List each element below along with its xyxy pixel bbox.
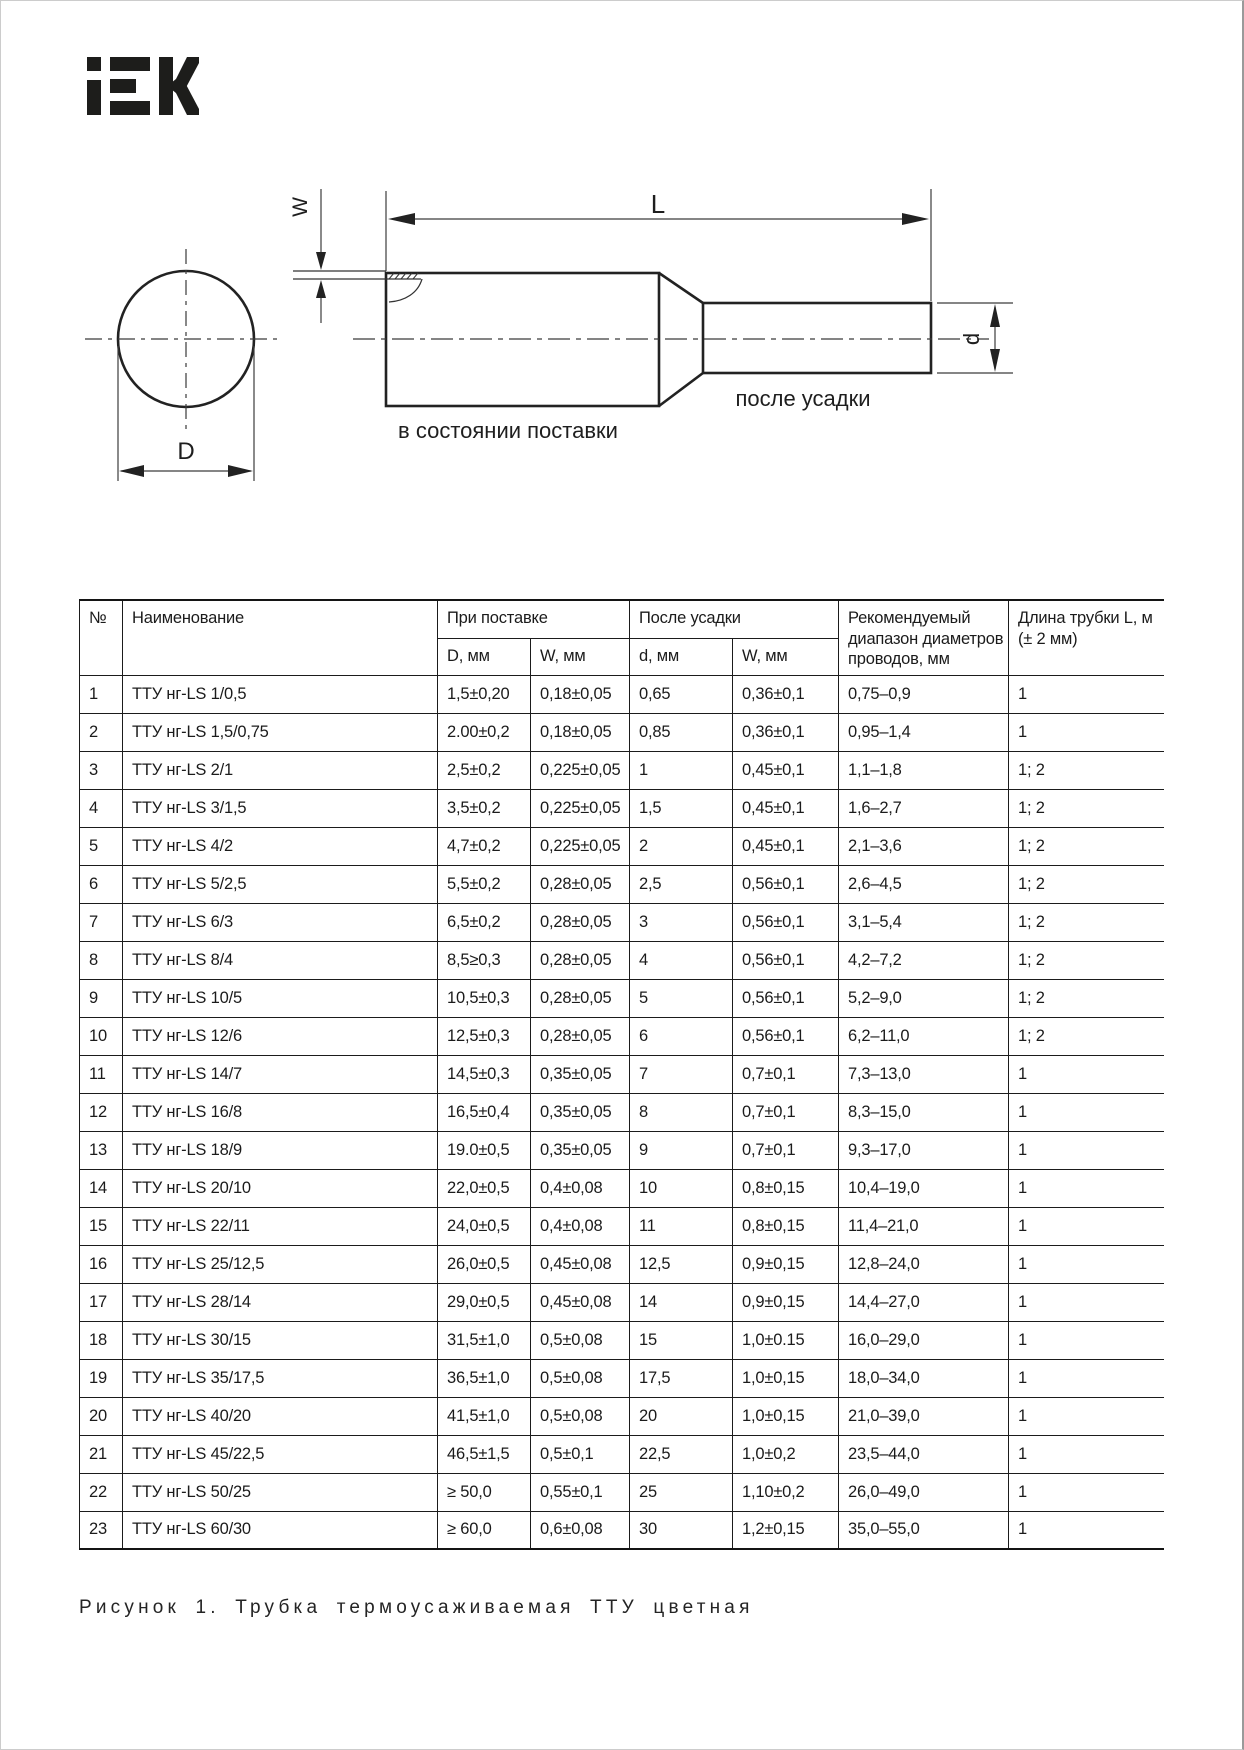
header-W-delivery: W, мм [531, 638, 630, 675]
dim-label-D: D [177, 438, 195, 465]
table-row [80, 1207, 1164, 1245]
table-cell: 0,225±0,05 [531, 827, 630, 865]
table-cell: 13 [80, 1131, 123, 1169]
table-cell: 0,28±0,05 [531, 941, 630, 979]
table-cell: 1,2±0,15 [733, 1511, 839, 1549]
header-range: Рекомендуемый диапазон диаметров проводов, мм [839, 600, 1009, 675]
table-cell: 24,0±0,5 [438, 1207, 531, 1245]
table-cell: 1 [1009, 1397, 1164, 1435]
table-row [80, 903, 1164, 941]
table-row [80, 1473, 1164, 1511]
table-cell: ТТУ нг-LS 22/11 [123, 1207, 438, 1245]
table-cell: 1; 2 [1009, 827, 1164, 865]
table-row [80, 1397, 1164, 1435]
table-cell: 7 [80, 903, 123, 941]
table-cell: 0,6±0,08 [531, 1511, 630, 1549]
table-cell: 9 [80, 979, 123, 1017]
table-cell: 1; 2 [1009, 903, 1164, 941]
table-row [80, 675, 1164, 713]
table-cell: 11 [630, 1207, 733, 1245]
table-cell: 1 [1009, 1245, 1164, 1283]
table-cell: 8 [80, 941, 123, 979]
table-cell: 2,5 [630, 865, 733, 903]
table-cell: 0,56±0,1 [733, 865, 839, 903]
table-cell: 16,0–29,0 [839, 1321, 1009, 1359]
table-cell: 0,28±0,05 [531, 865, 630, 903]
table-cell: 8 [630, 1093, 733, 1131]
table-cell: ТТУ нг-LS 45/22,5 [123, 1435, 438, 1473]
label-supplied-state: в состоянии поставки [398, 418, 618, 443]
table-cell: 0,9±0,15 [733, 1245, 839, 1283]
table-row [80, 1093, 1164, 1131]
table-cell: 1 [1009, 713, 1164, 751]
table-cell: 1 [1009, 1283, 1164, 1321]
table-cell: 2 [80, 713, 123, 751]
table-cell: ≥ 50,0 [438, 1473, 531, 1511]
table-cell: 14 [80, 1169, 123, 1207]
table-cell: 0,18±0,05 [531, 713, 630, 751]
table-cell: 1 [1009, 1093, 1164, 1131]
table-cell: 0,4±0,08 [531, 1169, 630, 1207]
table-cell: 11 [80, 1055, 123, 1093]
table-cell: 0,35±0,05 [531, 1055, 630, 1093]
table-cell: 14,4–27,0 [839, 1283, 1009, 1321]
table-cell: ТТУ нг-LS 1,5/0,75 [123, 713, 438, 751]
table-cell: ТТУ нг-LS 18/9 [123, 1131, 438, 1169]
table-cell: 0,5±0,08 [531, 1321, 630, 1359]
table-row [80, 1283, 1164, 1321]
table-row [80, 751, 1164, 789]
table-cell: 0,4±0,08 [531, 1207, 630, 1245]
table-cell: 12 [80, 1093, 123, 1131]
table-cell: 0,35±0,05 [531, 1131, 630, 1169]
table-cell: 1 [630, 751, 733, 789]
table-cell: 20 [630, 1397, 733, 1435]
table-cell: ТТУ нг-LS 35/17,5 [123, 1359, 438, 1397]
header-name: Наименование [123, 600, 438, 675]
table-cell: 8,3–15,0 [839, 1093, 1009, 1131]
table-cell: 0,36±0,1 [733, 713, 839, 751]
table-cell: ≥ 60,0 [438, 1511, 531, 1549]
table-cell: ТТУ нг-LS 40/20 [123, 1397, 438, 1435]
table-cell: 1; 2 [1009, 751, 1164, 789]
table-cell: ТТУ нг-LS 1/0,5 [123, 675, 438, 713]
dim-label-d: d [959, 332, 984, 346]
table-cell: 10,5±0,3 [438, 979, 531, 1017]
table-cell: 0,7±0,1 [733, 1093, 839, 1131]
technical-drawing [1, 1, 1244, 521]
header-group-shrunk: После усадки [630, 600, 839, 638]
table-cell: ТТУ нг-LS 14/7 [123, 1055, 438, 1093]
table-cell: 1 [1009, 1359, 1164, 1397]
table-cell: 22 [80, 1473, 123, 1511]
table-cell: 3,1–5,4 [839, 903, 1009, 941]
table-cell: 14,5±0,3 [438, 1055, 531, 1093]
table-cell: ТТУ нг-LS 4/2 [123, 827, 438, 865]
table-cell: 0,18±0,05 [531, 675, 630, 713]
table-row [80, 713, 1164, 751]
table-cell: 29,0±0,5 [438, 1283, 531, 1321]
table-row [80, 865, 1164, 903]
table-cell: 0,8±0,15 [733, 1207, 839, 1245]
table-cell: 18 [80, 1321, 123, 1359]
table-cell: ТТУ нг-LS 12/6 [123, 1017, 438, 1055]
table-cell: 1 [80, 675, 123, 713]
table-cell: 0,36±0,1 [733, 675, 839, 713]
table-cell: ТТУ нг-LS 3/1,5 [123, 789, 438, 827]
table-cell: 6 [80, 865, 123, 903]
table-cell: ТТУ нг-LS 50/25 [123, 1473, 438, 1511]
table-cell: 22,5 [630, 1435, 733, 1473]
table-cell: 0,55±0,1 [531, 1473, 630, 1511]
table-cell: 12,5±0,3 [438, 1017, 531, 1055]
table-cell: 1,1–1,8 [839, 751, 1009, 789]
table-cell: 8,5≥0,3 [438, 941, 531, 979]
header-group-delivery: При поставке [438, 600, 630, 638]
table-cell: 26,0–49,0 [839, 1473, 1009, 1511]
table-cell: ТТУ нг-LS 16/8 [123, 1093, 438, 1131]
table-cell: 0,45±0,1 [733, 827, 839, 865]
table-row [80, 1055, 1164, 1093]
table-cell: ТТУ нг-LS 25/12,5 [123, 1245, 438, 1283]
table-cell: 3 [630, 903, 733, 941]
header-num: № [80, 600, 123, 675]
table-cell: 2,1–3,6 [839, 827, 1009, 865]
table-cell: 0,45±0,1 [733, 751, 839, 789]
table-cell: 1,0±0,15 [733, 1397, 839, 1435]
table-cell: 3 [80, 751, 123, 789]
table-row [80, 1017, 1164, 1055]
table-cell: 4,2–7,2 [839, 941, 1009, 979]
table-cell: 12,8–24,0 [839, 1245, 1009, 1283]
table-cell: 1,10±0,2 [733, 1473, 839, 1511]
table-cell: 0,225±0,05 [531, 789, 630, 827]
table-cell: 2,5±0,2 [438, 751, 531, 789]
table-cell: 1 [1009, 1511, 1164, 1549]
dim-label-W: W [289, 197, 312, 217]
table-cell: 0,45±0,08 [531, 1245, 630, 1283]
table-cell: 35,0–55,0 [839, 1511, 1009, 1549]
table-cell: 1 [1009, 1169, 1164, 1207]
table-cell: 25 [630, 1473, 733, 1511]
table-cell: 0,75–0,9 [839, 675, 1009, 713]
table-cell: 0,7±0,1 [733, 1131, 839, 1169]
table-cell: 5,2–9,0 [839, 979, 1009, 1017]
table-cell: 20 [80, 1397, 123, 1435]
spec-table [79, 599, 1164, 1550]
table-cell: 9 [630, 1131, 733, 1169]
table-cell: ТТУ нг-LS 30/15 [123, 1321, 438, 1359]
table-cell: 1,5 [630, 789, 733, 827]
header-length: Длина трубки L, м (± 2 мм) [1009, 600, 1164, 675]
table-cell: 3,5±0,2 [438, 789, 531, 827]
table-cell: 1 [1009, 1131, 1164, 1169]
table-cell: 0,56±0,1 [733, 903, 839, 941]
label-shrunk-state: после усадки [735, 386, 871, 411]
table-cell: 16,5±0,4 [438, 1093, 531, 1131]
table-cell: 6,5±0,2 [438, 903, 531, 941]
table-row [80, 1321, 1164, 1359]
table-cell: 0,56±0,1 [733, 941, 839, 979]
table-cell: 18,0–34,0 [839, 1359, 1009, 1397]
table-cell: 7 [630, 1055, 733, 1093]
table-cell: 2,6–4,5 [839, 865, 1009, 903]
table-cell: ТТУ нг-LS 2/1 [123, 751, 438, 789]
table-cell: 1,0±0,15 [733, 1359, 839, 1397]
table-row [80, 979, 1164, 1017]
table-cell: 1; 2 [1009, 1017, 1164, 1055]
table-cell: 41,5±1,0 [438, 1397, 531, 1435]
table-cell: 0,85 [630, 713, 733, 751]
table-cell: 1; 2 [1009, 941, 1164, 979]
table-cell: 1; 2 [1009, 865, 1164, 903]
table-row [80, 1245, 1164, 1283]
table-cell: 5 [630, 979, 733, 1017]
table-row [80, 1511, 1164, 1549]
table-cell: 0,9±0,15 [733, 1283, 839, 1321]
table-cell: 10 [80, 1017, 123, 1055]
table-cell: 0,56±0,1 [733, 1017, 839, 1055]
header-W-shrunk: W, мм [733, 638, 839, 675]
table-cell: 1,6–2,7 [839, 789, 1009, 827]
table-cell: 0,28±0,05 [531, 979, 630, 1017]
table-cell: 0,65 [630, 675, 733, 713]
table-cell: 4 [80, 789, 123, 827]
table-cell: 0,5±0,08 [531, 1359, 630, 1397]
table-cell: 1 [1009, 1435, 1164, 1473]
table-cell: 0,28±0,05 [531, 1017, 630, 1055]
dimension-W [316, 189, 326, 323]
table-cell: 10,4–19,0 [839, 1169, 1009, 1207]
table-cell: 31,5±1,0 [438, 1321, 531, 1359]
table-cell: 0,35±0,05 [531, 1093, 630, 1131]
table-cell: ТТУ нг-LS 20/10 [123, 1169, 438, 1207]
table-cell: 1 [1009, 1055, 1164, 1093]
table-cell: 1 [1009, 1321, 1164, 1359]
table-cell: ТТУ нг-LS 60/30 [123, 1511, 438, 1549]
table-cell: 7,3–13,0 [839, 1055, 1009, 1093]
table-cell: 1,5±0,20 [438, 675, 531, 713]
table-row [80, 1131, 1164, 1169]
table-cell: 23,5–44,0 [839, 1435, 1009, 1473]
table-cell: 1,0±0,2 [733, 1435, 839, 1473]
table-cell: 22,0±0,5 [438, 1169, 531, 1207]
table-cell: 1 [1009, 1207, 1164, 1245]
table-cell: 0,5±0,1 [531, 1435, 630, 1473]
table-cell: 19 [80, 1359, 123, 1397]
table-cell: 19.0±0,5 [438, 1131, 531, 1169]
table-cell: 23 [80, 1511, 123, 1549]
table-cell: 17 [80, 1283, 123, 1321]
table-cell: 0,45±0,1 [733, 789, 839, 827]
table-cell: 0,5±0,08 [531, 1397, 630, 1435]
table-row [80, 789, 1164, 827]
table-cell: ТТУ нг-LS 8/4 [123, 941, 438, 979]
table-cell: 5 [80, 827, 123, 865]
table-cell: 0,95–1,4 [839, 713, 1009, 751]
table-cell: 1; 2 [1009, 789, 1164, 827]
table-cell: 9,3–17,0 [839, 1131, 1009, 1169]
spec-table-body [80, 675, 1164, 1549]
figure-caption: Рисунок 1. Трубка термоусаживаемая ТТУ цветная [79, 1597, 754, 1618]
table-cell: 21,0–39,0 [839, 1397, 1009, 1435]
table-cell: 1 [1009, 675, 1164, 713]
table-cell: 10 [630, 1169, 733, 1207]
table-cell: ТТУ нг-LS 10/5 [123, 979, 438, 1017]
table-cell: 0,45±0,08 [531, 1283, 630, 1321]
table-cell: 1; 2 [1009, 979, 1164, 1017]
dim-label-L: L [650, 189, 666, 219]
header-D-delivery: D, мм [438, 638, 531, 675]
table-cell: 0,7±0,1 [733, 1055, 839, 1093]
table-cell: 30 [630, 1511, 733, 1549]
table-cell: 4 [630, 941, 733, 979]
table-row [80, 1435, 1164, 1473]
table-cell: 11,4–21,0 [839, 1207, 1009, 1245]
table-cell: 6,2–11,0 [839, 1017, 1009, 1055]
table-cell: ТТУ нг-LS 5/2,5 [123, 865, 438, 903]
table-cell: 21 [80, 1435, 123, 1473]
table-cell: 1,0±0.15 [733, 1321, 839, 1359]
table-cell: 26,0±0,5 [438, 1245, 531, 1283]
table-cell: 16 [80, 1245, 123, 1283]
cross-section-circle [85, 249, 283, 433]
table-cell: ТТУ нг-LS 28/14 [123, 1283, 438, 1321]
table-cell: ТТУ нг-LS 6/3 [123, 903, 438, 941]
table-cell: 2.00±0,2 [438, 713, 531, 751]
table-row [80, 1169, 1164, 1207]
header-d-shrunk: d, мм [630, 638, 733, 675]
table-cell: 15 [80, 1207, 123, 1245]
table-cell: 0,225±0,05 [531, 751, 630, 789]
table-cell: 17,5 [630, 1359, 733, 1397]
table-cell: 4,7±0,2 [438, 827, 531, 865]
table-cell: 0,56±0,1 [733, 979, 839, 1017]
table-cell: 5,5±0,2 [438, 865, 531, 903]
table-cell: 0,8±0,15 [733, 1169, 839, 1207]
table-cell: 2 [630, 827, 733, 865]
table-cell: 6 [630, 1017, 733, 1055]
table-row [80, 941, 1164, 979]
table-cell: 1 [1009, 1473, 1164, 1511]
table-cell: 0,28±0,05 [531, 903, 630, 941]
table-cell: 15 [630, 1321, 733, 1359]
table-row [80, 827, 1164, 865]
table-cell: 36,5±1,0 [438, 1359, 531, 1397]
table-cell: 12,5 [630, 1245, 733, 1283]
table-row [80, 1359, 1164, 1397]
table-cell: 14 [630, 1283, 733, 1321]
table-cell: 46,5±1,5 [438, 1435, 531, 1473]
